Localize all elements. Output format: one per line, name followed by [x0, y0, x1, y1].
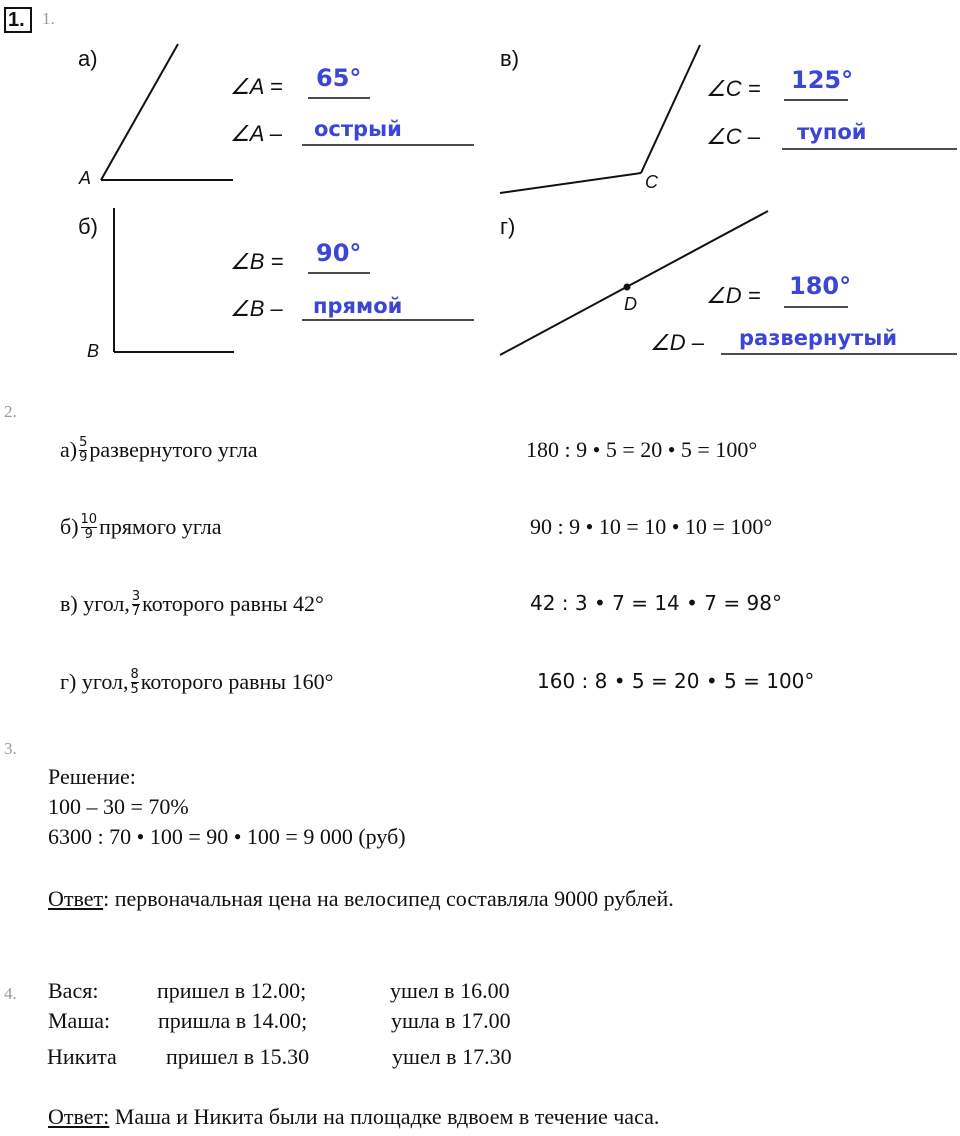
task4-answer-label: Ответ: — [48, 1104, 110, 1129]
denominator: 9 — [84, 526, 93, 542]
angle-b-measure-text: ∠B = — [230, 249, 284, 274]
task2-row-v-text: которого равны 42° — [142, 591, 324, 616]
task4-answer-text: Маша и Никита были на площадке вдвоем в течение часа. — [109, 1104, 660, 1129]
task4-row-vasya-left: ушел в 16.00 — [390, 978, 510, 1003]
task2-row-g-calc: 160 : 8 • 5 = 20 • 5 = 100° — [537, 669, 815, 693]
task4-row-masha-left: ушла в 17.00 — [391, 1008, 511, 1033]
vertex-a: A — [79, 168, 92, 188]
angle-d-type-value: развернутый — [739, 326, 898, 350]
denominator: 9 — [79, 449, 88, 465]
angle-a-type-text: ∠A – — [230, 121, 282, 146]
vertex-c: C — [645, 172, 658, 192]
task4-number: 4. — [4, 984, 17, 1003]
vertex-b: B — [87, 341, 100, 361]
task4-row-nikita-name: Никита — [47, 1044, 117, 1069]
task2-row-g-prefix: г) угол, — [60, 669, 129, 694]
task3-number: 3. — [4, 739, 17, 758]
numerator: 5 — [79, 434, 88, 450]
task4-row-nikita-came: пришел в 15.30 — [166, 1044, 310, 1069]
angle-c-label: в) — [500, 46, 520, 71]
task2-row-b — [60, 507, 222, 547]
task2-number: 2. — [4, 402, 17, 421]
angle-d-label: г) — [500, 214, 516, 239]
task2-row-b-text: прямого угла — [99, 514, 222, 539]
angle-b-measure-value: 90° — [316, 239, 362, 267]
fraction-10-9 — [81, 513, 98, 542]
angle-a-measure-value: 65° — [316, 64, 362, 92]
task2-row-v-prefix: в) угол, — [60, 591, 130, 616]
task2-row-v-calc: 42 : 3 • 7 = 14 • 7 = 98° — [530, 591, 782, 615]
task4-answer — [48, 1104, 659, 1130]
fraction-8-5 — [131, 668, 139, 697]
point-d — [624, 284, 631, 291]
task3-answer — [48, 886, 674, 912]
angle-c-ray-1 — [500, 173, 641, 193]
angle-c-ray-2 — [641, 45, 700, 173]
task3-line2: 6300 : 70 • 100 = 90 • 100 = 9 000 (руб) — [48, 824, 406, 849]
angle-a-ray-1 — [101, 44, 178, 180]
angle-c-measure-text: ∠C = — [706, 76, 761, 101]
task4-row-vasya-name: Вася: — [48, 978, 99, 1003]
angle-a-measure-text: ∠A = — [230, 74, 283, 99]
fraction-3-7 — [132, 590, 140, 619]
task2-row-a-text: развернутого угла — [89, 437, 258, 462]
angle-c-measure-value: 125° — [791, 66, 854, 94]
task2-row-b-calc: 90 : 9 • 10 = 10 • 10 = 100° — [530, 514, 773, 539]
task3-line1: 100 – 30 = 70% — [48, 794, 189, 819]
angle-c-type-value: тупой — [797, 120, 867, 144]
numerator: 10 — [80, 511, 98, 527]
task4-row-masha-name: Маша: — [48, 1008, 111, 1033]
task3-heading: Решение: — [48, 764, 136, 789]
task2-row-g — [60, 662, 333, 702]
task2-row-v — [60, 584, 324, 624]
denominator: 7 — [131, 603, 141, 619]
task2-row-a-prefix: а) — [60, 437, 78, 462]
numerator: 8 — [130, 666, 139, 682]
angle-b-type-value: прямой — [313, 294, 403, 318]
denominator: 5 — [130, 681, 139, 697]
task1-faint-number: 1. — [42, 9, 55, 28]
fraction-5-9 — [79, 436, 87, 465]
task1-number: 1. — [8, 9, 25, 31]
task3-answer-label: Ответ — [48, 886, 104, 911]
angle-a-label: а) — [78, 46, 98, 71]
angle-a-type-value: острый — [314, 117, 402, 141]
task4-row-masha-came: пришла в 14.00; — [158, 1008, 308, 1033]
vertex-d: D — [624, 294, 637, 314]
angle-b-label: б) — [78, 214, 98, 239]
task3-answer-text: : первоначальная цена на велосипед составляла 9000 рублей. — [103, 886, 674, 911]
angle-b-type-text: ∠B – — [230, 296, 283, 321]
task4-row-nikita-left: ушел в 17.30 — [392, 1044, 512, 1069]
task2-row-b-prefix: б) — [60, 514, 79, 539]
numerator: 3 — [131, 588, 141, 604]
angle-c-type-text: ∠C – — [706, 124, 760, 149]
task2-row-a — [60, 430, 258, 470]
angle-d-measure-text: ∠D = — [706, 283, 761, 308]
task2-row-a-calc: 180 : 9 • 5 = 20 • 5 = 100° — [526, 437, 758, 462]
angle-d-type-text: ∠D – — [650, 330, 704, 355]
task4-row-vasya-came: пришел в 12.00; — [157, 978, 307, 1003]
task2-row-g-text: которого равны 160° — [140, 669, 334, 694]
angle-d-measure-value: 180° — [789, 272, 852, 300]
